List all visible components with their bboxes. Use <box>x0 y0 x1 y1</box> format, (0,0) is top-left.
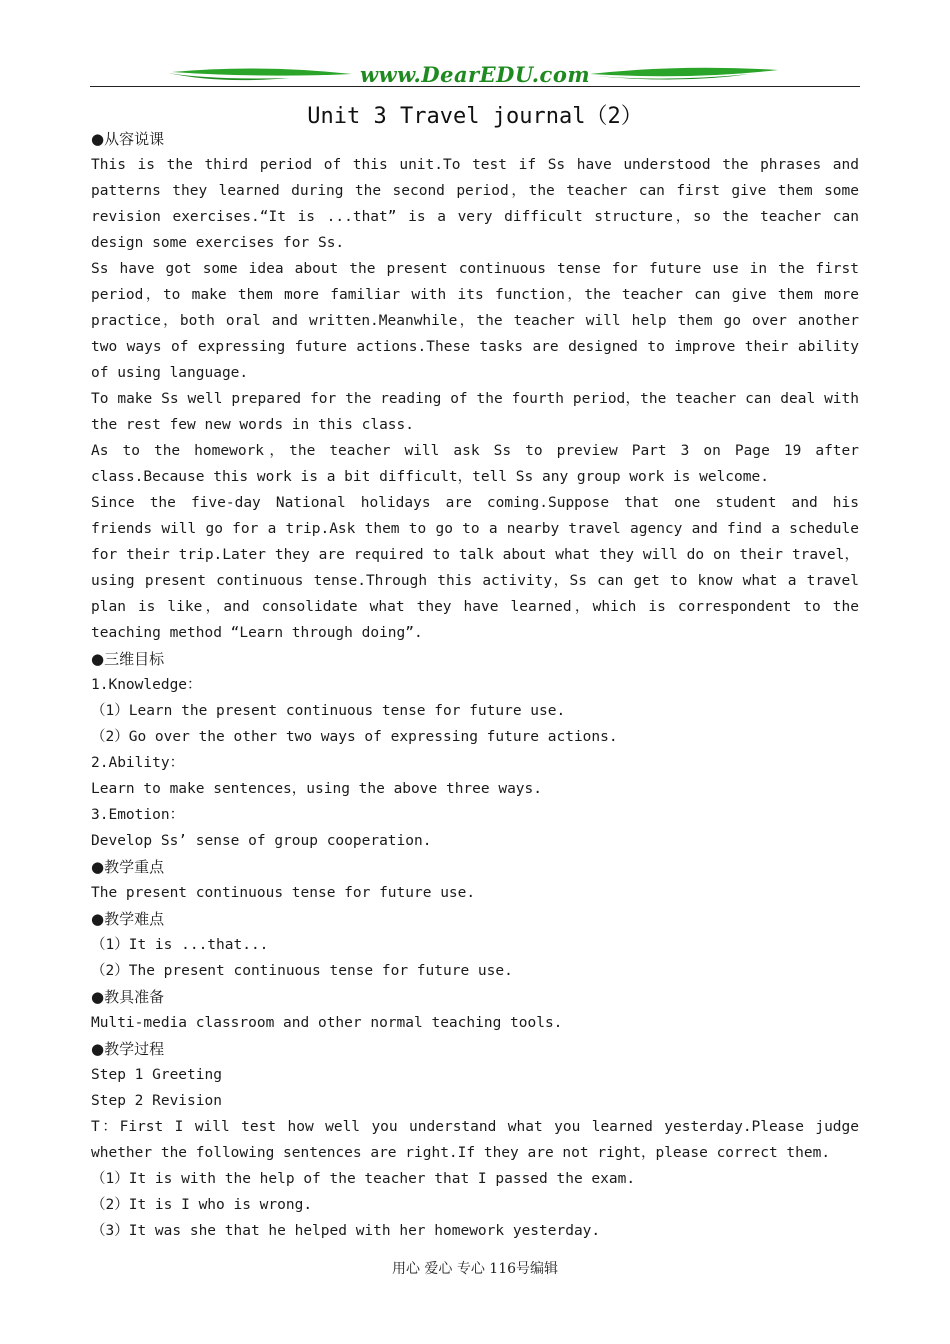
text-line: （2）The present continuous tense for future use. <box>91 963 513 979</box>
section-heading: ●教具准备 <box>91 988 165 1006</box>
text-line: （3）It was she that he helped with her homework yesterday. <box>91 1223 601 1239</box>
paragraph: Since the five-day National holidays are coming.Suppose that one student and his friends will go for a trip.Ask them to go to a nearby travel agency and find a schedule for their trip.Later they are required to talk about what they will do on their travel，using present continuous tense.Through this activity，Ss can get to know what a travel plan is like，and consolidate what they have learned，which is correspondent to the teaching method “Learn through doing”. <box>91 495 859 641</box>
text-line: 3.Emotion： <box>91 807 185 823</box>
header-rule <box>90 86 860 87</box>
section-heading: ●教学重点 <box>91 858 165 876</box>
text-line: 1.Knowledge： <box>91 677 202 693</box>
text-line: （1）Learn the present continuous tense for future use. <box>91 703 566 719</box>
text-line: Step 2 Revision <box>91 1093 222 1109</box>
paragraph: To make Ss well prepared for the reading of the fourth period，the teacher can deal with the rest few new words in this class. <box>91 391 859 433</box>
text-line: （2）It is I who is wrong. <box>91 1197 313 1213</box>
text-line: Develop Ss’ sense of group cooperation. <box>91 833 432 849</box>
paragraph: This is the third period of this unit.To test if Ss have understood the phrases and patterns they learned during the second period，the teacher can first give them some revision exercises.“It is ...that” is a very difficult structure，so the teacher can design some exercises for Ss. <box>91 157 859 251</box>
page-footer: 用心 爱心 专心 116号编辑 <box>391 1261 559 1277</box>
page-title: Unit 3 Travel journal（2） <box>307 104 643 129</box>
text-line: （1）It is with the help of the teacher that I passed the exam. <box>91 1171 636 1187</box>
text-line: （2）Go over the other two ways of expressing future actions. <box>91 729 618 745</box>
document-body <box>91 126 859 1244</box>
paragraph: As to the homework，the teacher will ask Ss to preview Part 3 on Page 19 after class.Because this work is a bit difficult，tell Ss any group work is welcome. <box>91 443 859 485</box>
text-line: Learn to make sentences，using the above three ways. <box>91 781 542 797</box>
paragraph: Ss have got some idea about the present continuous tense for future use in the first period，to make them more familiar with its function，the teacher can give them more practice，both oral and written.Meanwhile，the teacher will help them go over another two ways of expressing future actions.These tasks are designed to improve their ability of using language. <box>91 261 859 381</box>
text-line: （1）It is ...that... <box>91 937 269 953</box>
text-line: The present continuous tense for future use. <box>91 885 476 901</box>
paragraph: T：First I will test how well you understand what you learned yesterday.Please judge whether the following sentences are right.If they are not right，please correct them. <box>91 1119 859 1161</box>
text-line: Step 1 Greeting <box>91 1067 222 1083</box>
section-heading: ●从容说课 <box>91 130 165 148</box>
text-line: Multi-media classroom and other normal teaching tools. <box>91 1015 563 1031</box>
section-heading: ●教学难点 <box>91 910 165 928</box>
section-heading: ●三维目标 <box>91 650 165 668</box>
site-brand[interactable]: www.DearEDU.com <box>359 62 591 87</box>
section-heading: ●教学过程 <box>91 1040 165 1058</box>
text-line: 2.Ability： <box>91 755 185 771</box>
